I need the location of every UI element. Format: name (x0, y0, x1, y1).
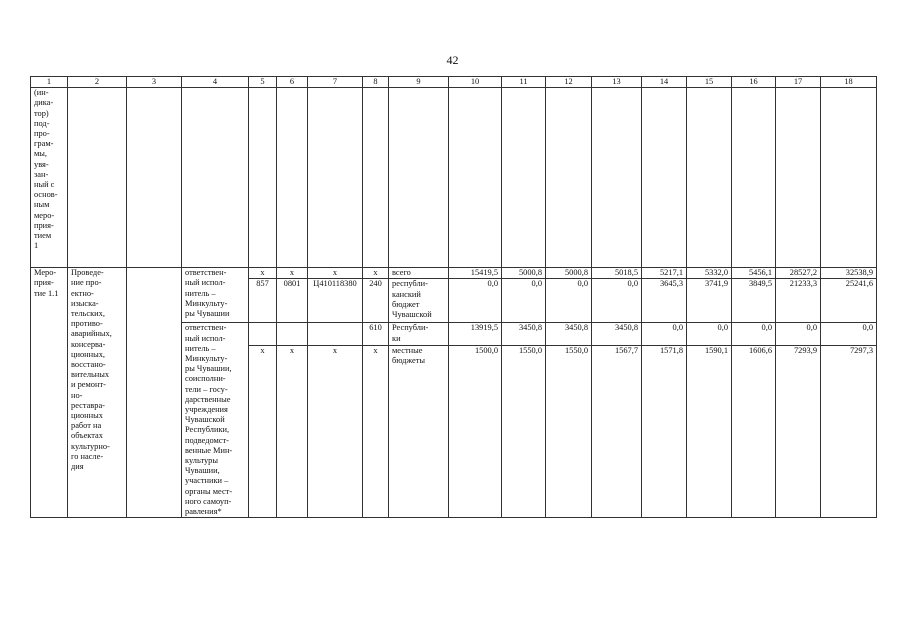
cell-c5: х (249, 345, 277, 517)
value-cell: 0,0 (776, 323, 821, 345)
value-cell: 1590,1 (687, 345, 732, 517)
funding-source: республи- канский бюджет Чувашской (389, 279, 449, 323)
value-cell: 0,0 (821, 323, 877, 345)
value-cell: 0,0 (546, 279, 592, 323)
cell-c7: х (308, 345, 363, 517)
col-num: 17 (776, 77, 821, 88)
value-cell: 28527,2 (776, 268, 821, 279)
value-cell: 25241,6 (821, 279, 877, 323)
value-cell: 21233,3 (776, 279, 821, 323)
col-num: 5 (249, 77, 277, 88)
executor-cell: ответствен- ный испол- нитель – Минкульту- ры Чувашии, соисполни- тели – госу- дарственные учреждения Чувашской Республики, подведомст- венные Мин- культуры Чувашии, участники – органы мест- ного самоуп- равления* (182, 323, 249, 518)
col-num: 7 (308, 77, 363, 88)
value-cell: 3450,8 (502, 323, 546, 345)
value-cell: 5018,5 (592, 268, 642, 279)
measure-col3 (127, 268, 182, 518)
cell-c5: х (249, 268, 277, 279)
value-cell: 7297,3 (821, 345, 877, 517)
col-num: 6 (277, 77, 308, 88)
cell-c8: 240 (363, 279, 389, 323)
col-num: 10 (449, 77, 502, 88)
funding-source: всего (389, 268, 449, 279)
col-num: 3 (127, 77, 182, 88)
col-num: 1 (31, 77, 68, 88)
col-num: 11 (502, 77, 546, 88)
col-num: 4 (182, 77, 249, 88)
value-cell: 0,0 (642, 323, 687, 345)
value-cell: 0,0 (502, 279, 546, 323)
cell-c5: 857 (249, 279, 277, 323)
value-cell: 5217,1 (642, 268, 687, 279)
value-cell: 1606,6 (732, 345, 776, 517)
value-cell: 5000,8 (546, 268, 592, 279)
funding-source: местные бюджеты (389, 345, 449, 517)
value-cell: 3450,8 (592, 323, 642, 345)
value-cell: 1567,7 (592, 345, 642, 517)
value-cell: 5456,1 (732, 268, 776, 279)
col-num: 2 (68, 77, 127, 88)
executor-cell: ответствен- ный испол- нитель – Минкульту- ры Чувашии (182, 268, 249, 323)
value-cell: 15419,5 (449, 268, 502, 279)
cell-c7: Ц410118380 (308, 279, 363, 323)
value-cell: 0,0 (449, 279, 502, 323)
col-num: 9 (389, 77, 449, 88)
cell-c8: 610 (363, 323, 389, 345)
cell-c5 (249, 323, 277, 345)
value-cell: 0,0 (687, 323, 732, 345)
value-cell: 1550,0 (502, 345, 546, 517)
measure-label: Меро- прия- тие 1.1 (31, 268, 68, 518)
value-cell: 5332,0 (687, 268, 732, 279)
value-cell: 1550,0 (546, 345, 592, 517)
page-number: 42 (446, 53, 459, 67)
indicator-row (31, 88, 877, 268)
cell-c6: 0801 (277, 279, 308, 323)
value-cell: 3849,5 (732, 279, 776, 323)
column-number-row (31, 77, 877, 88)
col-num: 16 (732, 77, 776, 88)
value-cell: 1500,0 (449, 345, 502, 517)
value-cell: 3645,3 (642, 279, 687, 323)
col-num: 18 (821, 77, 877, 88)
table-row (31, 268, 877, 279)
value-cell: 3741,9 (687, 279, 732, 323)
value-cell: 1571,8 (642, 345, 687, 517)
value-cell: 7293,9 (776, 345, 821, 517)
cell-c6 (277, 323, 308, 345)
value-cell: 3450,8 (546, 323, 592, 345)
measure-description: Проведе- ние про- ектно- изыска- тельских, противо- аварийных, консерва- ционных, восстано- вительных и ремонт- но- реставра- ционных работ на объектах культурно- го насле- дия (68, 268, 127, 518)
value-cell: 5000,8 (502, 268, 546, 279)
col-num: 15 (687, 77, 732, 88)
cell-c8: х (363, 268, 389, 279)
budget-table (30, 76, 877, 518)
value-cell: 0,0 (732, 323, 776, 345)
col-num: 14 (642, 77, 687, 88)
col-num: 8 (363, 77, 389, 88)
cell-c8: х (363, 345, 389, 517)
col-num: 13 (592, 77, 642, 88)
value-cell: 32538,9 (821, 268, 877, 279)
cell-c6: х (277, 268, 308, 279)
cell-c7: х (308, 268, 363, 279)
cell-c7 (308, 323, 363, 345)
value-cell: 13919,5 (449, 323, 502, 345)
funding-source: Республи- ки (389, 323, 449, 345)
indicator-label: (ин- дика- тор) под- про- грам- мы, увя- зан- ный с основ- ным меро- прия- тием 1 (31, 88, 68, 268)
col-num: 12 (546, 77, 592, 88)
value-cell: 0,0 (592, 279, 642, 323)
cell-c6: х (277, 345, 308, 517)
